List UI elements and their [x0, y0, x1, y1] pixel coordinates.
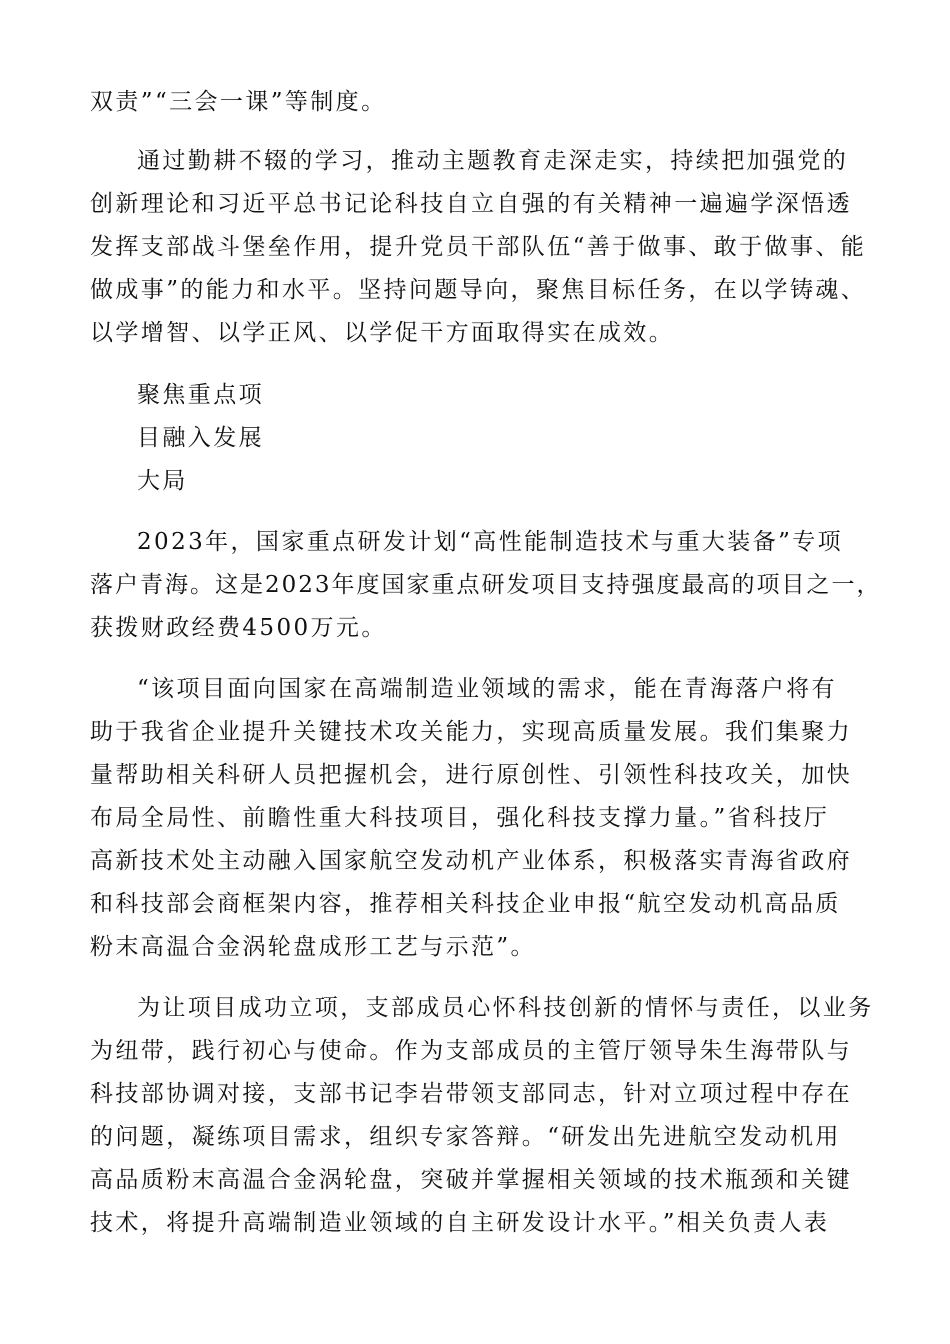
paragraph-line: 和科技部会商框架内容，推荐相关科技企业申报“航空发动机高品质 — [90, 891, 841, 917]
paragraph-line: 助于我省企业提升关键技术攻关能力，实现高质量发展。我们集聚力 — [90, 719, 852, 745]
paragraph-line: 2023年，国家重点研发计划“高性能制造技术与重大装备”专项 — [137, 529, 844, 555]
paragraph-line: 获拨财政经费4500万元。 — [90, 615, 387, 641]
paragraph-line: 双责”“三会一课”等制度。 — [90, 89, 387, 115]
paragraph-line: 通过勤耕不辍的学习，推动主题教育走深走实，持续把加强党的 — [137, 148, 849, 174]
paragraph-line: 为让项目成功立项，支部成员心怀科技创新的情怀与责任，以业务 — [137, 995, 874, 1021]
paragraph-line: 以学增智、以学正风、以学促干方面取得实在成效。 — [90, 320, 675, 346]
paragraph-line: 做成事”的能力和水平。坚持问题导向，聚焦目标任务，在以学铸魂、 — [90, 277, 867, 303]
paragraph-line: 量帮助相关科研人员把握机会，进行原创性、引领性科技攻关，加快 — [90, 762, 852, 788]
paragraph-line: 创新理论和习近平总书记论科技自立自强的有关精神一遍遍学深悟透 — [90, 191, 852, 217]
paragraph-line: 落户青海。这是2023年度国家重点研发项目支持强度最高的项目之一， — [90, 572, 882, 598]
paragraph-line: “该项目面向国家在高端制造业领域的需求，能在青海落户将有 — [137, 676, 837, 702]
section-heading-line: 大局 — [137, 468, 188, 494]
paragraph-line: 发挥支部战斗堡垒作用，提升党员干部队伍“善于做事、敢于做事、能 — [90, 234, 867, 260]
section-heading-line: 聚焦重点项 — [137, 382, 264, 408]
paragraph-line: 高品质粉末高温合金涡轮盘，突破并掌握相关领域的技术瓶颈和关键 — [90, 1167, 852, 1193]
paragraph-line: 粉末高温合金涡轮盘成形工艺与示范”。 — [90, 934, 536, 960]
paragraph-line: 科技部协调对接，支部书记李岩带领支部同志，针对立项过程中存在 — [90, 1081, 852, 1107]
paragraph-line: 为纽带，践行初心与使命。作为支部成员的主管厅领导朱生海带队与 — [90, 1038, 852, 1064]
paragraph-line: 布局全局性、前瞻性重大科技项目，强化科技支撑力量。”省科技厅 — [90, 805, 830, 831]
section-heading-line: 目融入发展 — [137, 425, 264, 451]
paragraph-line: 高新技术处主动融入国家航空发动机产业体系，积极落实青海省政府 — [90, 848, 852, 874]
paragraph-line: 的问题，凝练项目需求，组织专家答辩。“研发出先进航空发动机用 — [90, 1124, 841, 1150]
paragraph-line: 技术，将提升高端制造业领域的自主研发设计水平。”相关负责人表 — [90, 1210, 830, 1236]
